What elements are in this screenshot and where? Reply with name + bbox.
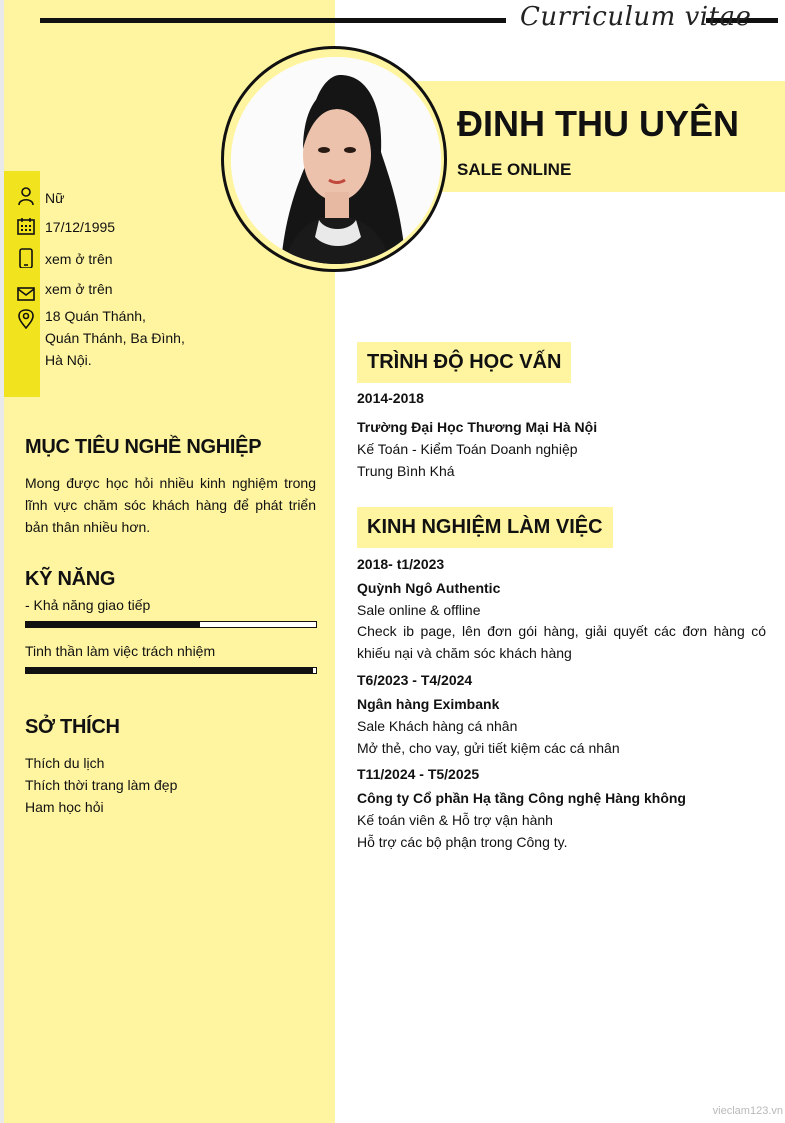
objective-text: Mong được học hỏi nhiều kinh nghiệm trong lĩnh vực chăm sóc khách hàng để phát triển bản thân nhiều hơn.	[25, 475, 316, 535]
job-company: Ngân hàng Eximbank	[357, 696, 500, 712]
skill-bar	[25, 621, 317, 628]
location-pin-icon	[16, 309, 36, 329]
mail-icon	[16, 284, 36, 304]
skill-label: Tinh thần làm việc trách nhiệm	[25, 643, 216, 659]
education-school: Trường Đại Học Thương Mại Hà Nội	[357, 419, 598, 435]
phone-icon	[16, 248, 36, 268]
hobbies-heading: SỞ THÍCH	[25, 716, 120, 738]
watermark: vieclam123.vn	[712, 1105, 783, 1117]
job-period: 2018- t1/2023	[357, 556, 445, 572]
hobby-item: Thích thời trang làm đẹp	[25, 777, 178, 793]
job-company: Công ty Cổ phần Hạ tầng Công nghệ Hàng không	[357, 790, 686, 806]
person-icon	[16, 186, 36, 206]
address-line: 18 Quán Thánh,	[45, 308, 146, 324]
dob-value: 17/12/1995	[45, 219, 116, 235]
job-title: SALE ONLINE	[457, 160, 572, 179]
address-line: Quán Thánh, Ba Đình,	[45, 330, 185, 346]
calendar-icon	[16, 216, 36, 236]
job-description: Mở thẻ, cho vay, gửi tiết kiệm các cá nhân	[357, 740, 620, 756]
job-period: T11/2024 - T5/2025	[357, 766, 480, 782]
education-heading: TRÌNH ĐỘ HỌC VẤN	[357, 342, 571, 383]
skill-label: - Khả năng giao tiếp	[25, 597, 151, 613]
education-period: 2014-2018	[357, 390, 424, 406]
job-role: Sale online & offline	[357, 602, 481, 618]
address-value	[45, 305, 185, 371]
job-description: Check ib page, lên đơn gói hàng, giải quyết các đơn hàng có khiếu nại và chăm sóc khách hàng	[357, 623, 766, 661]
skill-bar-fill	[26, 622, 200, 627]
hobby-item: Ham học hỏi	[25, 799, 104, 815]
education-major: Kế Toán - Kiểm Toán Doanh nghiệp	[357, 441, 578, 457]
address-line: Hà Nội.	[45, 352, 92, 368]
phone-value: xem ở trên	[45, 251, 113, 267]
skill-bar-fill	[26, 668, 313, 673]
profile-photo	[231, 57, 441, 264]
skills-heading: KỸ NĂNG	[25, 568, 116, 590]
experience-heading: KINH NGHIỆM LÀM VIỆC	[357, 507, 613, 548]
gender-value: Nữ	[45, 190, 65, 206]
job-period: T6/2023 - T4/2024	[357, 672, 473, 688]
job-description: Hỗ trợ các bộ phận trong Công ty.	[357, 834, 568, 850]
header-rule-left	[40, 18, 506, 23]
hobby-item: Thích du lịch	[25, 755, 105, 771]
candidate-name: ĐINH THU UYÊN	[457, 103, 740, 144]
email-value: xem ở trên	[45, 281, 113, 297]
skill-bar	[25, 667, 317, 674]
job-company: Quỳnh Ngô Authentic	[357, 580, 501, 596]
education-grade: Trung Bình Khá	[357, 463, 455, 479]
cv-script-title: Curriculum vitae	[520, 2, 752, 32]
objective-heading: MỤC TIÊU NGHỀ NGHIỆP	[25, 436, 262, 458]
job-role: Sale Khách hàng cá nhân	[357, 718, 518, 734]
hobbies-list	[25, 752, 177, 818]
job-role: Kế toán viên & Hỗ trợ vận hành	[357, 812, 553, 828]
